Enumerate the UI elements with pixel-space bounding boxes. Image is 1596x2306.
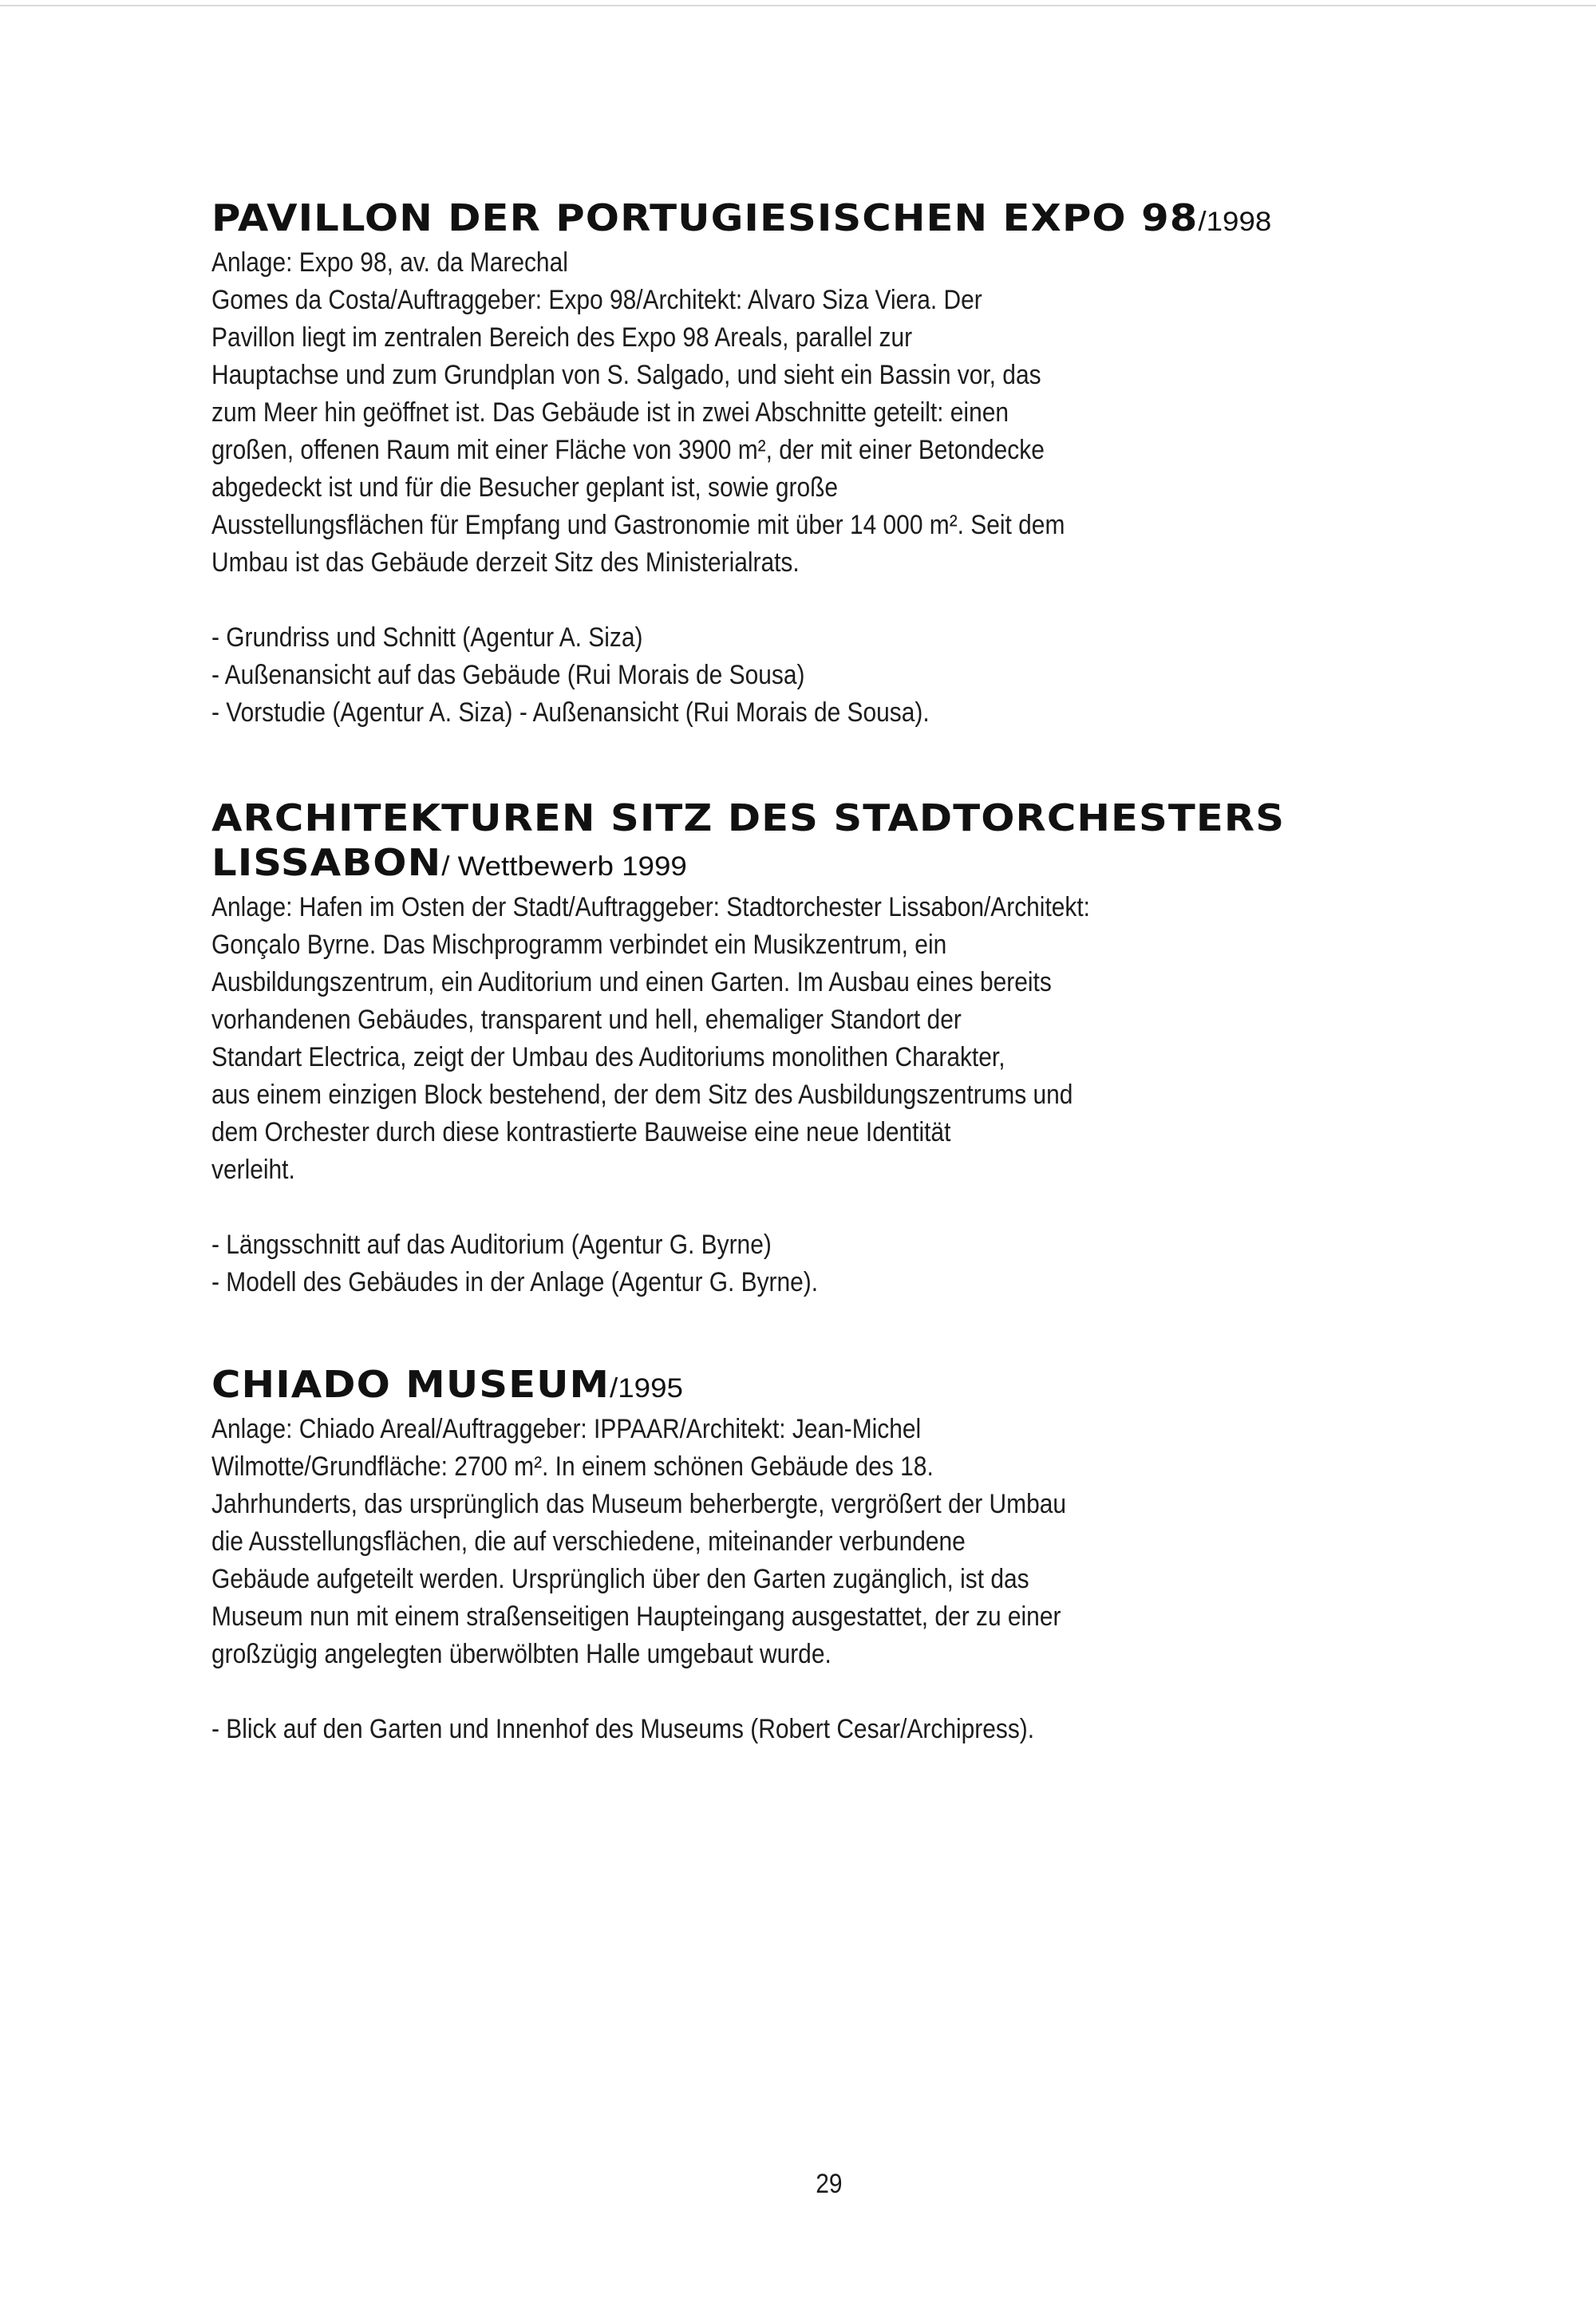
body-line: Wilmotte/Grundfläche: 2700 m². In einem schönen Gebäude des 18. xyxy=(211,1451,934,1482)
credit-line: - Außenansicht auf das Gebäude (Rui Morais de Sousa) xyxy=(211,660,805,690)
top-scan-rule xyxy=(0,5,1596,6)
body-line: großen, offenen Raum mit einer Fläche von 3900 m², der mit einer Betondecke xyxy=(211,435,1045,465)
section-body xyxy=(211,244,1265,732)
section-heading xyxy=(211,195,1504,244)
body-line: Gebäude aufgeteilt werden. Ursprünglich über den Garten zugänglich, ist das xyxy=(211,1564,1029,1594)
image-credits xyxy=(211,619,1265,732)
section-heading xyxy=(211,1362,1504,1411)
body-line: großzügig angelegten überwölbten Halle umgebaut wurde. xyxy=(211,1639,832,1669)
heading-title: CHIADO MUSEUM xyxy=(211,1363,610,1406)
section-stadtorchester xyxy=(211,796,1408,1301)
credit-line: - Vorstudie (Agentur A. Siza) - Außenansicht (Rui Morais de Sousa). xyxy=(211,697,930,728)
heading-title: ARCHITEKTUREN SITZ DES STADTORCHESTERS xyxy=(211,796,1286,839)
credit-line: - Modell des Gebäudes in der Anlage (Agentur G. Byrne). xyxy=(211,1267,819,1297)
body-line: verleiht. xyxy=(211,1155,295,1185)
body-line: Umbau ist das Gebäude derzeit Sitz des Ministerialrats. xyxy=(211,547,800,578)
body-line: Anlage: Chiado Areal/Auftraggeber: IPPAAR/Architekt: Jean-Michel xyxy=(211,1414,922,1444)
body-line: Standart Electrica, zeigt der Umbau des Auditoriums monolithen Charakter, xyxy=(211,1042,1005,1072)
body-line: Gomes da Costa/Auftraggeber: Expo 98/Architekt: Alvaro Siza Viera. Der xyxy=(211,285,982,315)
section-expo-pavilion xyxy=(211,195,1408,732)
page-number: 29 xyxy=(816,2169,843,2199)
body-line: Hauptachse und zum Grundplan von S. Salgado, und sieht ein Bassin vor, das xyxy=(211,360,1041,390)
body-line: zum Meer hin geöffnet ist. Das Gebäude ist in zwei Abschnitte geteilt: einen xyxy=(211,397,1009,428)
section-heading-line2 xyxy=(211,840,1504,889)
body-line: dem Orchester durch diese kontrastierte Bauweise eine neue Identität xyxy=(211,1117,951,1147)
heading-year: /1998 xyxy=(1198,207,1272,237)
body-line: Pavillon liegt im zentralen Bereich des Expo 98 Areals, parallel zur xyxy=(211,322,913,353)
section-body xyxy=(211,1411,1265,1748)
image-credits xyxy=(211,1226,1265,1301)
body-line: Museum nun mit einem straßenseitigen Haupteingang ausgestattet, der zu einer xyxy=(211,1601,1061,1632)
body-line: die Ausstellungsflächen, die auf verschiedene, miteinander verbundene xyxy=(211,1526,966,1557)
body-line: Anlage: Hafen im Osten der Stadt/Auftraggeber: Stadtorchester Lissabon/Architekt: xyxy=(211,892,1091,922)
body-line: Gonçalo Byrne. Das Mischprogramm verbindet ein Musikzentrum, ein xyxy=(211,930,947,960)
credit-line: - Längsschnitt auf das Auditorium (Agentur G. Byrne) xyxy=(211,1230,772,1260)
body-line: vorhandenen Gebäudes, transparent und hell, ehemaliger Standort der xyxy=(211,1005,962,1035)
section-heading xyxy=(211,796,1504,840)
body-line: abgedeckt ist und für die Besucher geplant ist, sowie große xyxy=(211,472,839,503)
credit-line: - Grundriss und Schnitt (Agentur A. Siza) xyxy=(211,622,643,653)
body-line: Ausbildungszentrum, ein Auditorium und einen Garten. Im Ausbau eines bereits xyxy=(211,967,1052,997)
image-credits xyxy=(211,1711,1265,1748)
heading-title: LISSABON xyxy=(211,841,442,884)
credit-line: - Blick auf den Garten und Innenhof des Museums (Robert Cesar/Archipress). xyxy=(211,1714,1035,1744)
body-line: Anlage: Expo 98, av. da Marechal xyxy=(211,247,568,278)
body-line: Ausstellungsflächen für Empfang und Gastronomie mit über 14 000 m². Seit dem xyxy=(211,510,1065,540)
heading-year: /1995 xyxy=(610,1373,683,1404)
body-line: Jahrhunderts, das ursprünglich das Museum beherbergte, vergrößert der Umbau xyxy=(211,1489,1067,1519)
body-line: aus einem einzigen Block bestehend, der dem Sitz des Ausbildungszentrums und xyxy=(211,1080,1073,1110)
heading-title: PAVILLON DER PORTUGIESISCHEN EXPO 98 xyxy=(211,196,1199,239)
heading-year: / Wettbewerb 1999 xyxy=(441,851,687,882)
section-chiado-museum xyxy=(211,1362,1408,1748)
section-body xyxy=(211,889,1265,1301)
